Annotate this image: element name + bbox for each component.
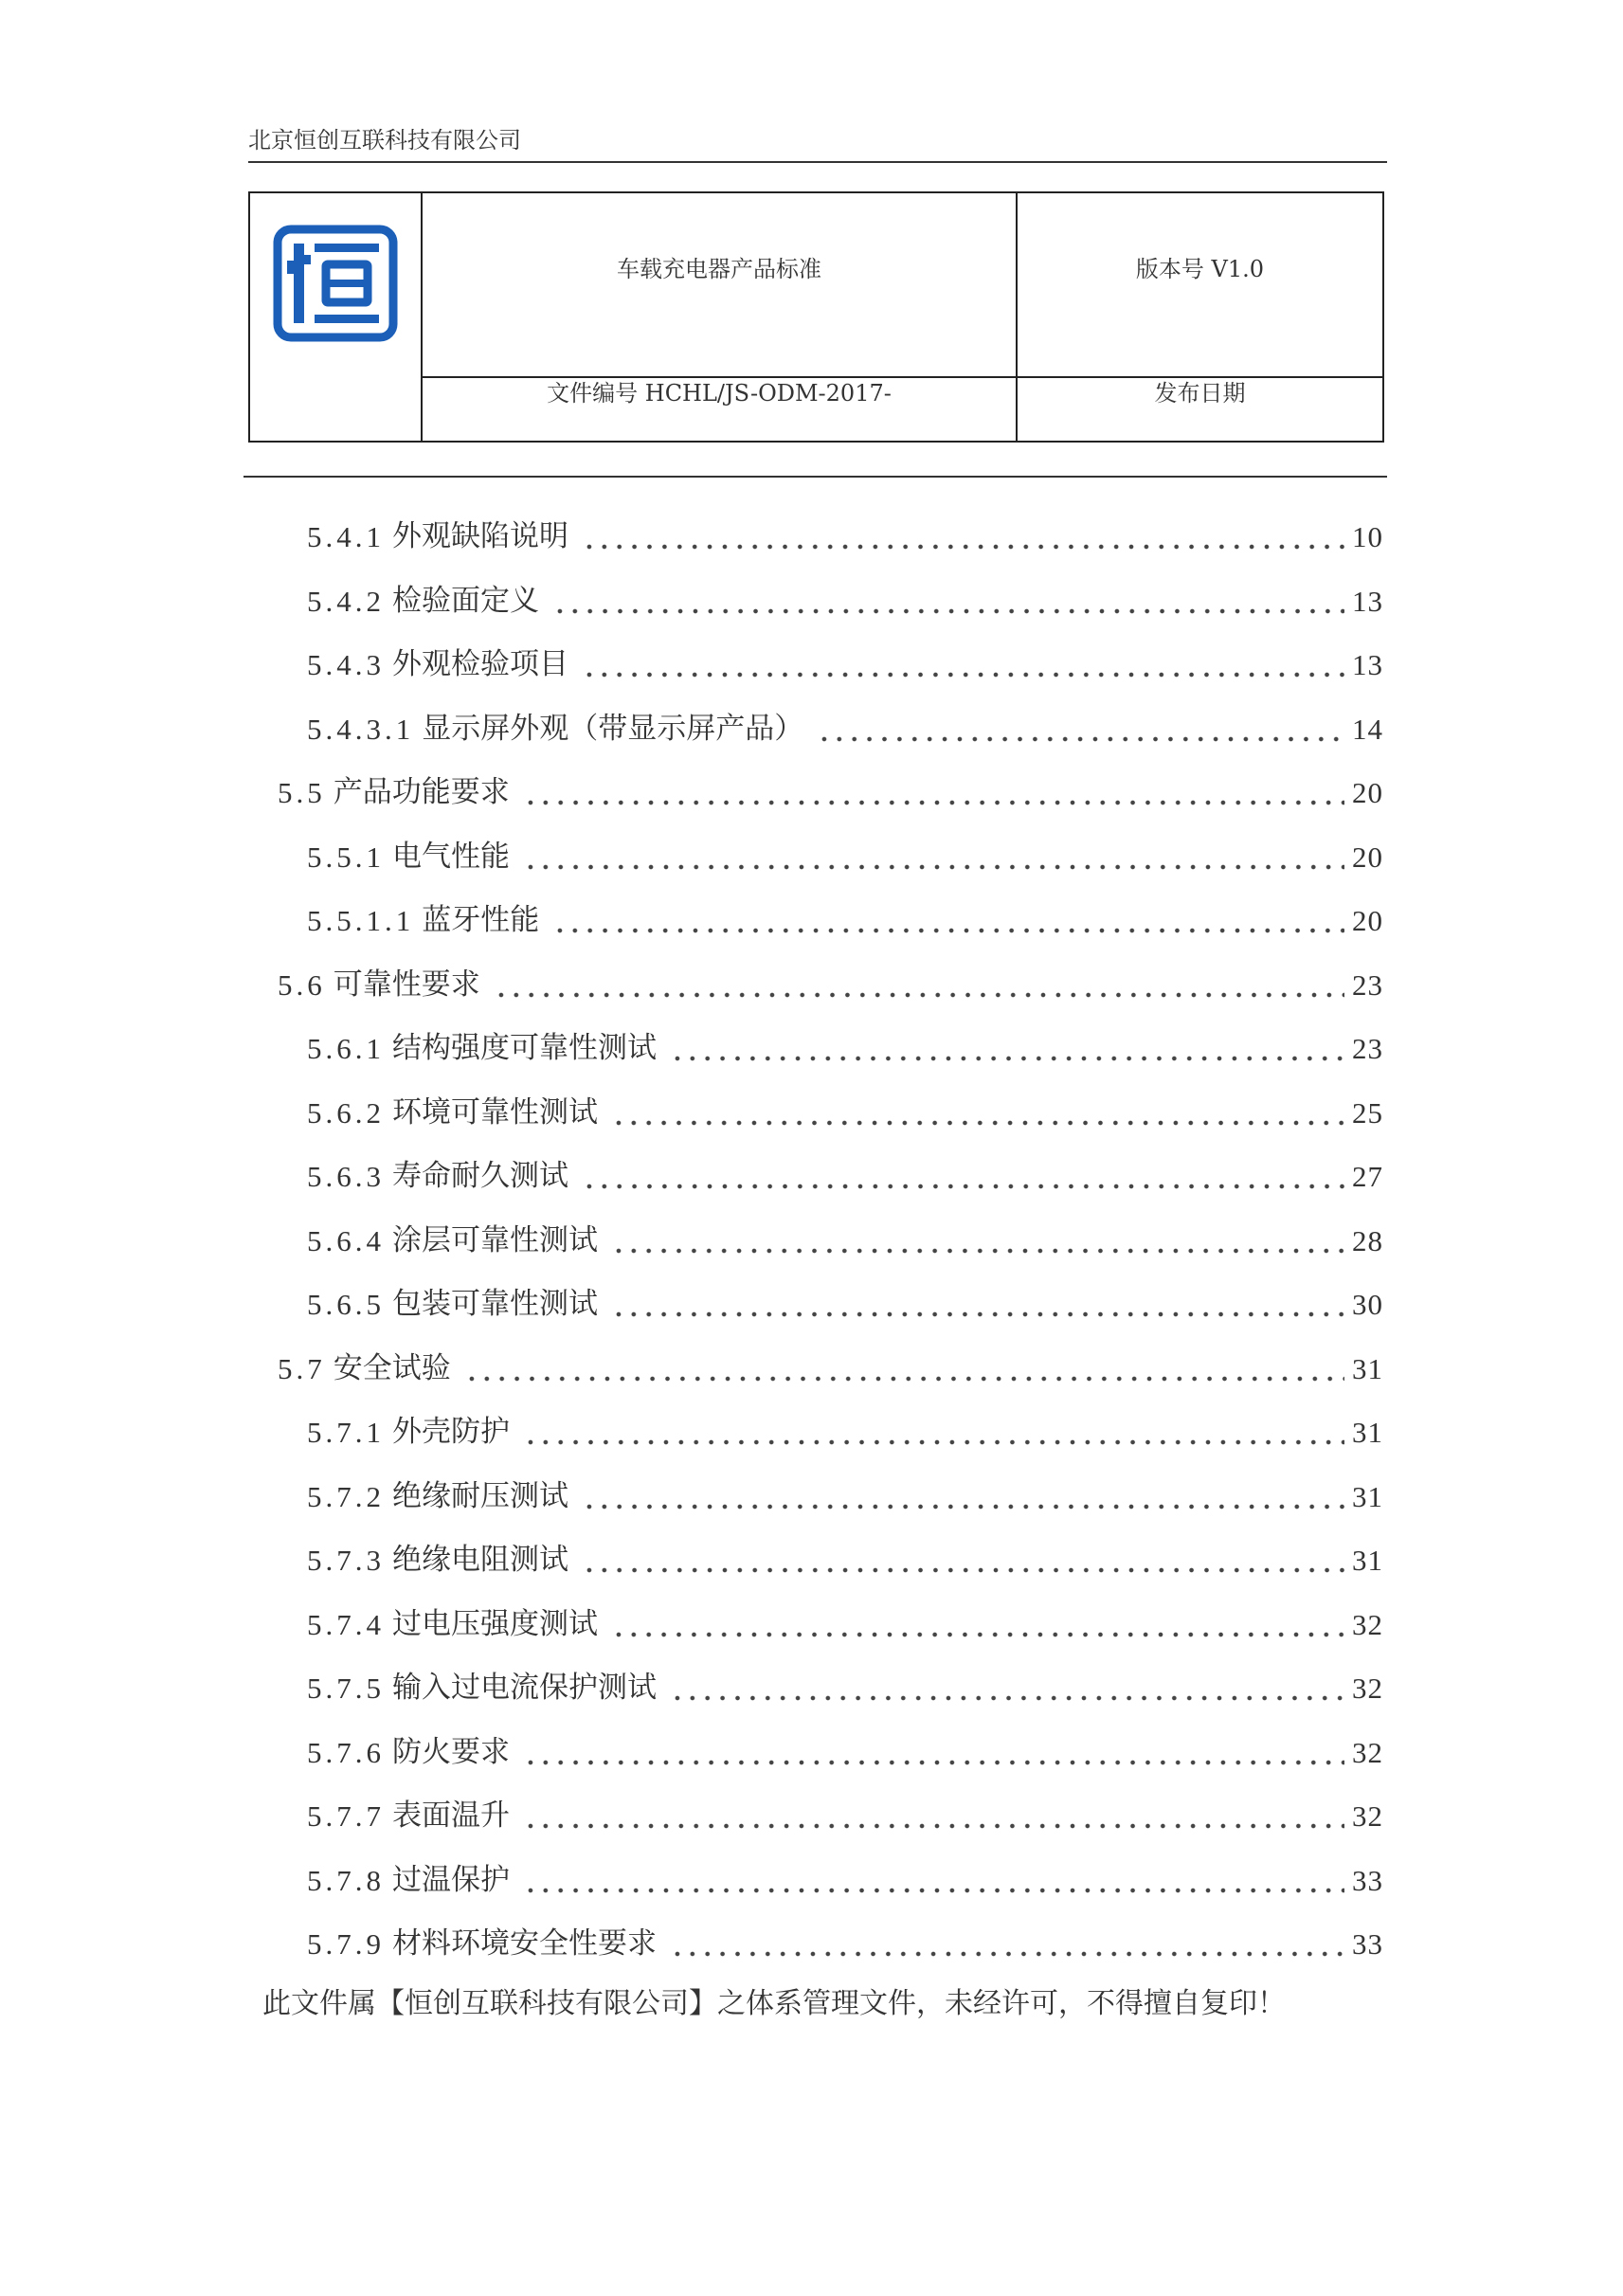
toc-entry[interactable] [0, 1145, 1623, 1209]
toc-entry-number: 5.7.4 [307, 1607, 385, 1641]
document-number: 文件编号 HCHL/JS-ODM-2017- [547, 380, 892, 407]
logo-cell [250, 193, 423, 441]
toc-entry-page-number: 23 [1352, 1032, 1383, 1066]
header-company-name: 北京恒创互联科技有限公司 [248, 127, 521, 154]
toc-entry-number: 5.4.1 [307, 520, 385, 554]
toc-dot-leader [494, 970, 1344, 1000]
toc-entry-title: 过电压强度测试 [392, 1606, 598, 1641]
toc-entry-page-number: 32 [1352, 1607, 1383, 1641]
toc-entry-number: 5.4.2 [307, 584, 385, 618]
toc-entry-page-number: 13 [1352, 648, 1383, 682]
toc-entry-page-number: 33 [1352, 1863, 1383, 1897]
toc-entry-page-number: 32 [1352, 1799, 1383, 1834]
toc-entry[interactable] [0, 1273, 1623, 1337]
document-number-cell [423, 378, 1018, 441]
toc-entry[interactable] [0, 1721, 1623, 1785]
toc-dot-leader [670, 1034, 1344, 1063]
toc-dot-leader [611, 1098, 1344, 1128]
toc-entry-title: 过温保护 [392, 1862, 510, 1897]
toc-entry-number: 5.5 [278, 776, 326, 810]
toc-entry-page-number: 31 [1352, 1544, 1383, 1578]
toc-entry-title: 材料环境安全性要求 [392, 1926, 657, 1962]
toc-entry-number: 5.7.1 [307, 1416, 385, 1450]
toc-dot-leader [523, 1418, 1344, 1447]
toc-entry-page-number: 27 [1352, 1160, 1383, 1194]
header-divider [248, 161, 1387, 163]
toc-entry-page-number: 10 [1352, 520, 1383, 554]
toc-dot-leader [582, 1482, 1344, 1511]
toc-entry-title: 电气性能 [392, 839, 510, 874]
toc-dot-leader [670, 1673, 1344, 1703]
version-cell [1018, 193, 1382, 378]
toc-entry-title: 输入过电流保护测试 [392, 1671, 657, 1706]
toc-dot-leader [523, 1801, 1344, 1831]
toc-entry-number: 5.7.8 [307, 1863, 385, 1897]
toc-dot-leader [552, 906, 1344, 935]
toc-entry-page-number: 31 [1352, 1416, 1383, 1450]
toc-entry-page-number: 32 [1352, 1735, 1383, 1769]
document-title: 车载充电器产品标准 [617, 255, 821, 282]
toc-dot-leader [582, 522, 1344, 551]
toc-entry[interactable] [0, 1081, 1623, 1146]
toc-dot-leader [523, 842, 1344, 872]
toc-entry-title: 寿命耐久测试 [392, 1159, 568, 1194]
toc-entry-number: 5.7.6 [307, 1735, 385, 1769]
toc-entry-number: 5.6.2 [307, 1095, 385, 1130]
table-of-contents [0, 505, 1623, 1977]
toc-dot-leader [552, 587, 1344, 616]
release-date-cell [1018, 378, 1382, 441]
toc-entry[interactable] [0, 1465, 1623, 1529]
toc-entry-title: 环境可靠性测试 [392, 1094, 598, 1130]
toc-entry-title: 绝缘电阻测试 [392, 1543, 568, 1578]
toc-dot-leader [582, 1162, 1344, 1191]
toc-entry-title: 外观缺陷说明 [392, 519, 568, 554]
toc-entry-number: 5.5.1 [307, 840, 385, 874]
toc-entry-page-number: 23 [1352, 967, 1383, 1002]
document-title-cell [423, 193, 1018, 378]
toc-dot-leader [611, 1226, 1344, 1256]
toc-entry-title: 蓝牙性能 [422, 903, 540, 938]
toc-entry[interactable] [0, 1912, 1623, 1977]
toc-entry[interactable] [0, 1017, 1623, 1081]
toc-dot-leader [582, 1546, 1344, 1575]
heng-logo-icon [273, 225, 398, 342]
toc-entry[interactable] [0, 633, 1623, 697]
toc-entry-number: 5.4.3 [307, 648, 385, 682]
toc-entry-title: 外观检验项目 [392, 647, 568, 682]
toc-entry-page-number: 33 [1352, 1927, 1383, 1962]
toc-entry-page-number: 31 [1352, 1479, 1383, 1513]
toc-entry-page-number: 13 [1352, 584, 1383, 618]
toc-entry-number: 5.6.3 [307, 1160, 385, 1194]
toc-entry-title: 可靠性要求 [333, 967, 480, 1002]
toc-dot-leader [670, 1929, 1344, 1959]
toc-entry-number: 5.6.4 [307, 1223, 385, 1257]
toc-entry[interactable] [0, 1528, 1623, 1593]
toc-entry[interactable] [0, 825, 1623, 890]
toc-dot-leader [523, 778, 1344, 807]
toc-entry[interactable] [0, 953, 1623, 1018]
toc-entry-page-number: 14 [1352, 712, 1383, 746]
toc-entry-number: 5.5.1.1 [307, 904, 415, 938]
toc-entry[interactable] [0, 1401, 1623, 1465]
toc-entry-number: 5.7.3 [307, 1544, 385, 1578]
toc-dot-leader [464, 1354, 1344, 1383]
toc-dot-leader [523, 1866, 1344, 1895]
toc-entry-title: 涂层可靠性测试 [392, 1222, 598, 1257]
toc-dot-leader [611, 1610, 1344, 1639]
toc-entry-number: 5.7 [278, 1351, 326, 1385]
section-divider [243, 476, 1387, 478]
toc-dot-leader [817, 714, 1344, 744]
toc-entry-title: 外壳防护 [392, 1415, 510, 1450]
toc-entry-page-number: 31 [1352, 1351, 1383, 1385]
toc-entry[interactable] [0, 1593, 1623, 1657]
toc-dot-leader [582, 650, 1344, 679]
toc-entry[interactable] [0, 569, 1623, 634]
toc-entry-number: 5.6.5 [307, 1288, 385, 1322]
toc-entry-page-number: 20 [1352, 840, 1383, 874]
toc-entry-title: 显示屏外观（带显示屏产品） [422, 711, 804, 746]
toc-entry-title: 安全试验 [333, 1350, 451, 1385]
toc-entry[interactable] [0, 1784, 1623, 1849]
toc-entry-number: 5.6 [278, 967, 326, 1002]
toc-entry-page-number: 30 [1352, 1288, 1383, 1322]
toc-entry-title: 结构强度可靠性测试 [392, 1031, 657, 1066]
toc-entry-title: 产品功能要求 [333, 775, 510, 810]
toc-entry-number: 5.7.5 [307, 1672, 385, 1706]
toc-entry-title: 检验面定义 [392, 583, 539, 618]
toc-entry[interactable] [0, 1656, 1623, 1721]
toc-entry-page-number: 20 [1352, 904, 1383, 938]
toc-entry-number: 5.7.9 [307, 1927, 385, 1962]
toc-entry-number: 5.4.3.1 [307, 712, 415, 746]
toc-entry-number: 5.6.1 [307, 1032, 385, 1066]
toc-entry-page-number: 20 [1352, 776, 1383, 810]
version-label: 版本号 V1.0 [1135, 255, 1265, 282]
toc-entry-title: 防火要求 [392, 1734, 510, 1769]
toc-entry-title: 绝缘耐压测试 [392, 1478, 568, 1513]
toc-dot-leader [523, 1738, 1344, 1767]
toc-entry[interactable] [0, 761, 1623, 825]
toc-entry-page-number: 25 [1352, 1095, 1383, 1130]
toc-entry[interactable] [0, 889, 1623, 953]
toc-entry-page-number: 32 [1352, 1672, 1383, 1706]
toc-entry-title: 包装可靠性测试 [392, 1287, 598, 1322]
toc-entry[interactable] [0, 697, 1623, 762]
toc-entry-number: 5.7.2 [307, 1479, 385, 1513]
toc-entry-number: 5.7.7 [307, 1799, 385, 1834]
toc-entry[interactable] [0, 1337, 1623, 1401]
toc-entry[interactable] [0, 1849, 1623, 1913]
toc-entry[interactable] [0, 505, 1623, 569]
toc-entry-page-number: 28 [1352, 1223, 1383, 1257]
release-date-label: 发布日期 [1154, 380, 1246, 407]
toc-entry-title: 表面温升 [392, 1799, 510, 1834]
toc-entry[interactable] [0, 1209, 1623, 1274]
footer-notice: 此文件属【恒创互联科技有限公司】之体系管理文件，未经许可，不得擅自复印！ [262, 1987, 1286, 2020]
document-header-table [248, 191, 1384, 443]
toc-dot-leader [611, 1290, 1344, 1319]
